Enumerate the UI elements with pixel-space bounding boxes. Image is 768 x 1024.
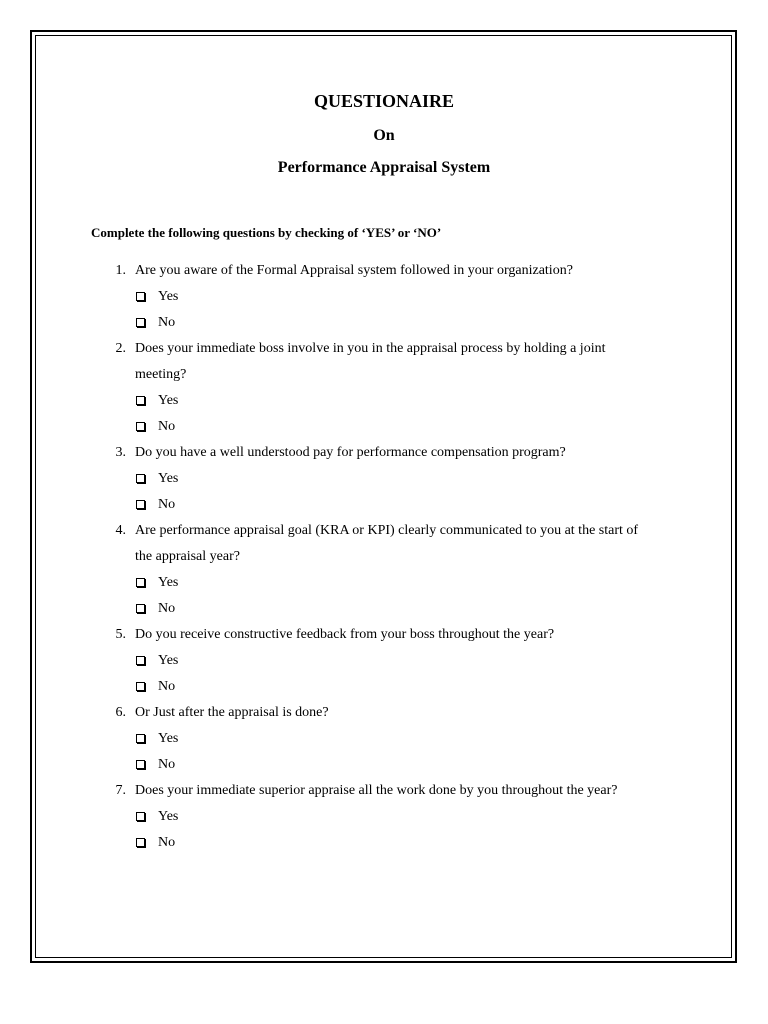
- option-yes[interactable]: [0, 470, 768, 496]
- question-line: [0, 444, 768, 470]
- checkbox-icon[interactable]: [136, 812, 145, 821]
- option-no[interactable]: [0, 834, 768, 860]
- question-item: [0, 522, 768, 626]
- option-label: No: [158, 757, 176, 772]
- question-text: meeting?: [135, 367, 187, 382]
- option-yes[interactable]: [0, 288, 768, 314]
- instruction-text: Complete the following questions by checking of ‘YES’ or ‘NO’: [91, 225, 442, 240]
- question-number: 6.: [115, 705, 126, 720]
- question-number: 7.: [115, 783, 126, 798]
- question-line: [0, 522, 768, 548]
- option-no[interactable]: [0, 600, 768, 626]
- option-no[interactable]: [0, 678, 768, 704]
- question-item: [0, 340, 768, 444]
- checkbox-icon[interactable]: [136, 396, 145, 405]
- option-label: No: [158, 601, 176, 616]
- checkbox-icon[interactable]: [136, 500, 145, 509]
- option-label: Yes: [158, 809, 179, 824]
- option-no[interactable]: [0, 314, 768, 340]
- question-text: Does your immediate superior appraise all the work done by you throughout the year?: [135, 783, 618, 798]
- checkbox-icon[interactable]: [136, 474, 145, 483]
- question-list: [0, 262, 768, 860]
- question-item: [0, 444, 768, 522]
- question-text: Or Just after the appraisal is done?: [135, 705, 329, 720]
- option-label: Yes: [158, 393, 179, 408]
- document-title: QUESTIONAIRE: [313, 91, 455, 111]
- option-label: Yes: [158, 471, 179, 486]
- question-item: [0, 626, 768, 704]
- checkbox-icon[interactable]: [136, 838, 145, 847]
- option-label: No: [158, 497, 176, 512]
- checkbox-icon[interactable]: [136, 604, 145, 613]
- checkbox-icon[interactable]: [136, 318, 145, 327]
- option-label: No: [158, 679, 176, 694]
- question-line: [0, 262, 768, 288]
- question-line: [0, 366, 768, 392]
- question-item: [0, 782, 768, 860]
- option-label: Yes: [158, 731, 179, 746]
- option-label: No: [158, 315, 176, 330]
- checkbox-icon[interactable]: [136, 682, 145, 691]
- checkbox-icon[interactable]: [136, 734, 145, 743]
- option-label: Yes: [158, 653, 179, 668]
- option-yes[interactable]: [0, 808, 768, 834]
- checkbox-icon[interactable]: [136, 422, 145, 431]
- question-line: [0, 626, 768, 652]
- question-text: Does your immediate boss involve in you in the appraisal process by holding a joint: [135, 341, 606, 356]
- checkbox-icon[interactable]: [136, 292, 145, 301]
- option-label: Yes: [158, 289, 179, 304]
- question-text: the appraisal year?: [135, 549, 240, 564]
- question-text: Are performance appraisal goal (KRA or KPI) clearly communicated to you at the start of: [135, 523, 639, 538]
- option-label: No: [158, 835, 176, 850]
- question-line: [0, 548, 768, 574]
- question-number: 3.: [115, 445, 126, 460]
- option-yes[interactable]: [0, 730, 768, 756]
- option-yes[interactable]: [0, 652, 768, 678]
- checkbox-icon[interactable]: [136, 656, 145, 665]
- option-no[interactable]: [0, 418, 768, 444]
- question-line: [0, 704, 768, 730]
- question-line: [0, 340, 768, 366]
- question-number: 4.: [115, 523, 126, 538]
- option-label: Yes: [158, 575, 179, 590]
- option-no[interactable]: [0, 756, 768, 782]
- question-text: Do you receive constructive feedback from your boss throughout the year?: [135, 627, 555, 642]
- question-item: [0, 704, 768, 782]
- question-number: 2.: [115, 341, 126, 356]
- question-number: 1.: [115, 263, 126, 278]
- option-yes[interactable]: [0, 574, 768, 600]
- question-line: [0, 782, 768, 808]
- question-text: Are you aware of the Formal Appraisal system followed in your organization?: [135, 263, 573, 278]
- option-no[interactable]: [0, 496, 768, 522]
- question-text: Do you have a well understood pay for performance compensation program?: [135, 445, 566, 460]
- question-number: 5.: [115, 627, 126, 642]
- document-subtitle-on: On: [373, 127, 395, 144]
- question-item: [0, 262, 768, 340]
- option-yes[interactable]: [0, 392, 768, 418]
- document-subtitle: Performance Appraisal System: [277, 159, 491, 176]
- checkbox-icon[interactable]: [136, 578, 145, 587]
- option-label: No: [158, 419, 176, 434]
- checkbox-icon[interactable]: [136, 760, 145, 769]
